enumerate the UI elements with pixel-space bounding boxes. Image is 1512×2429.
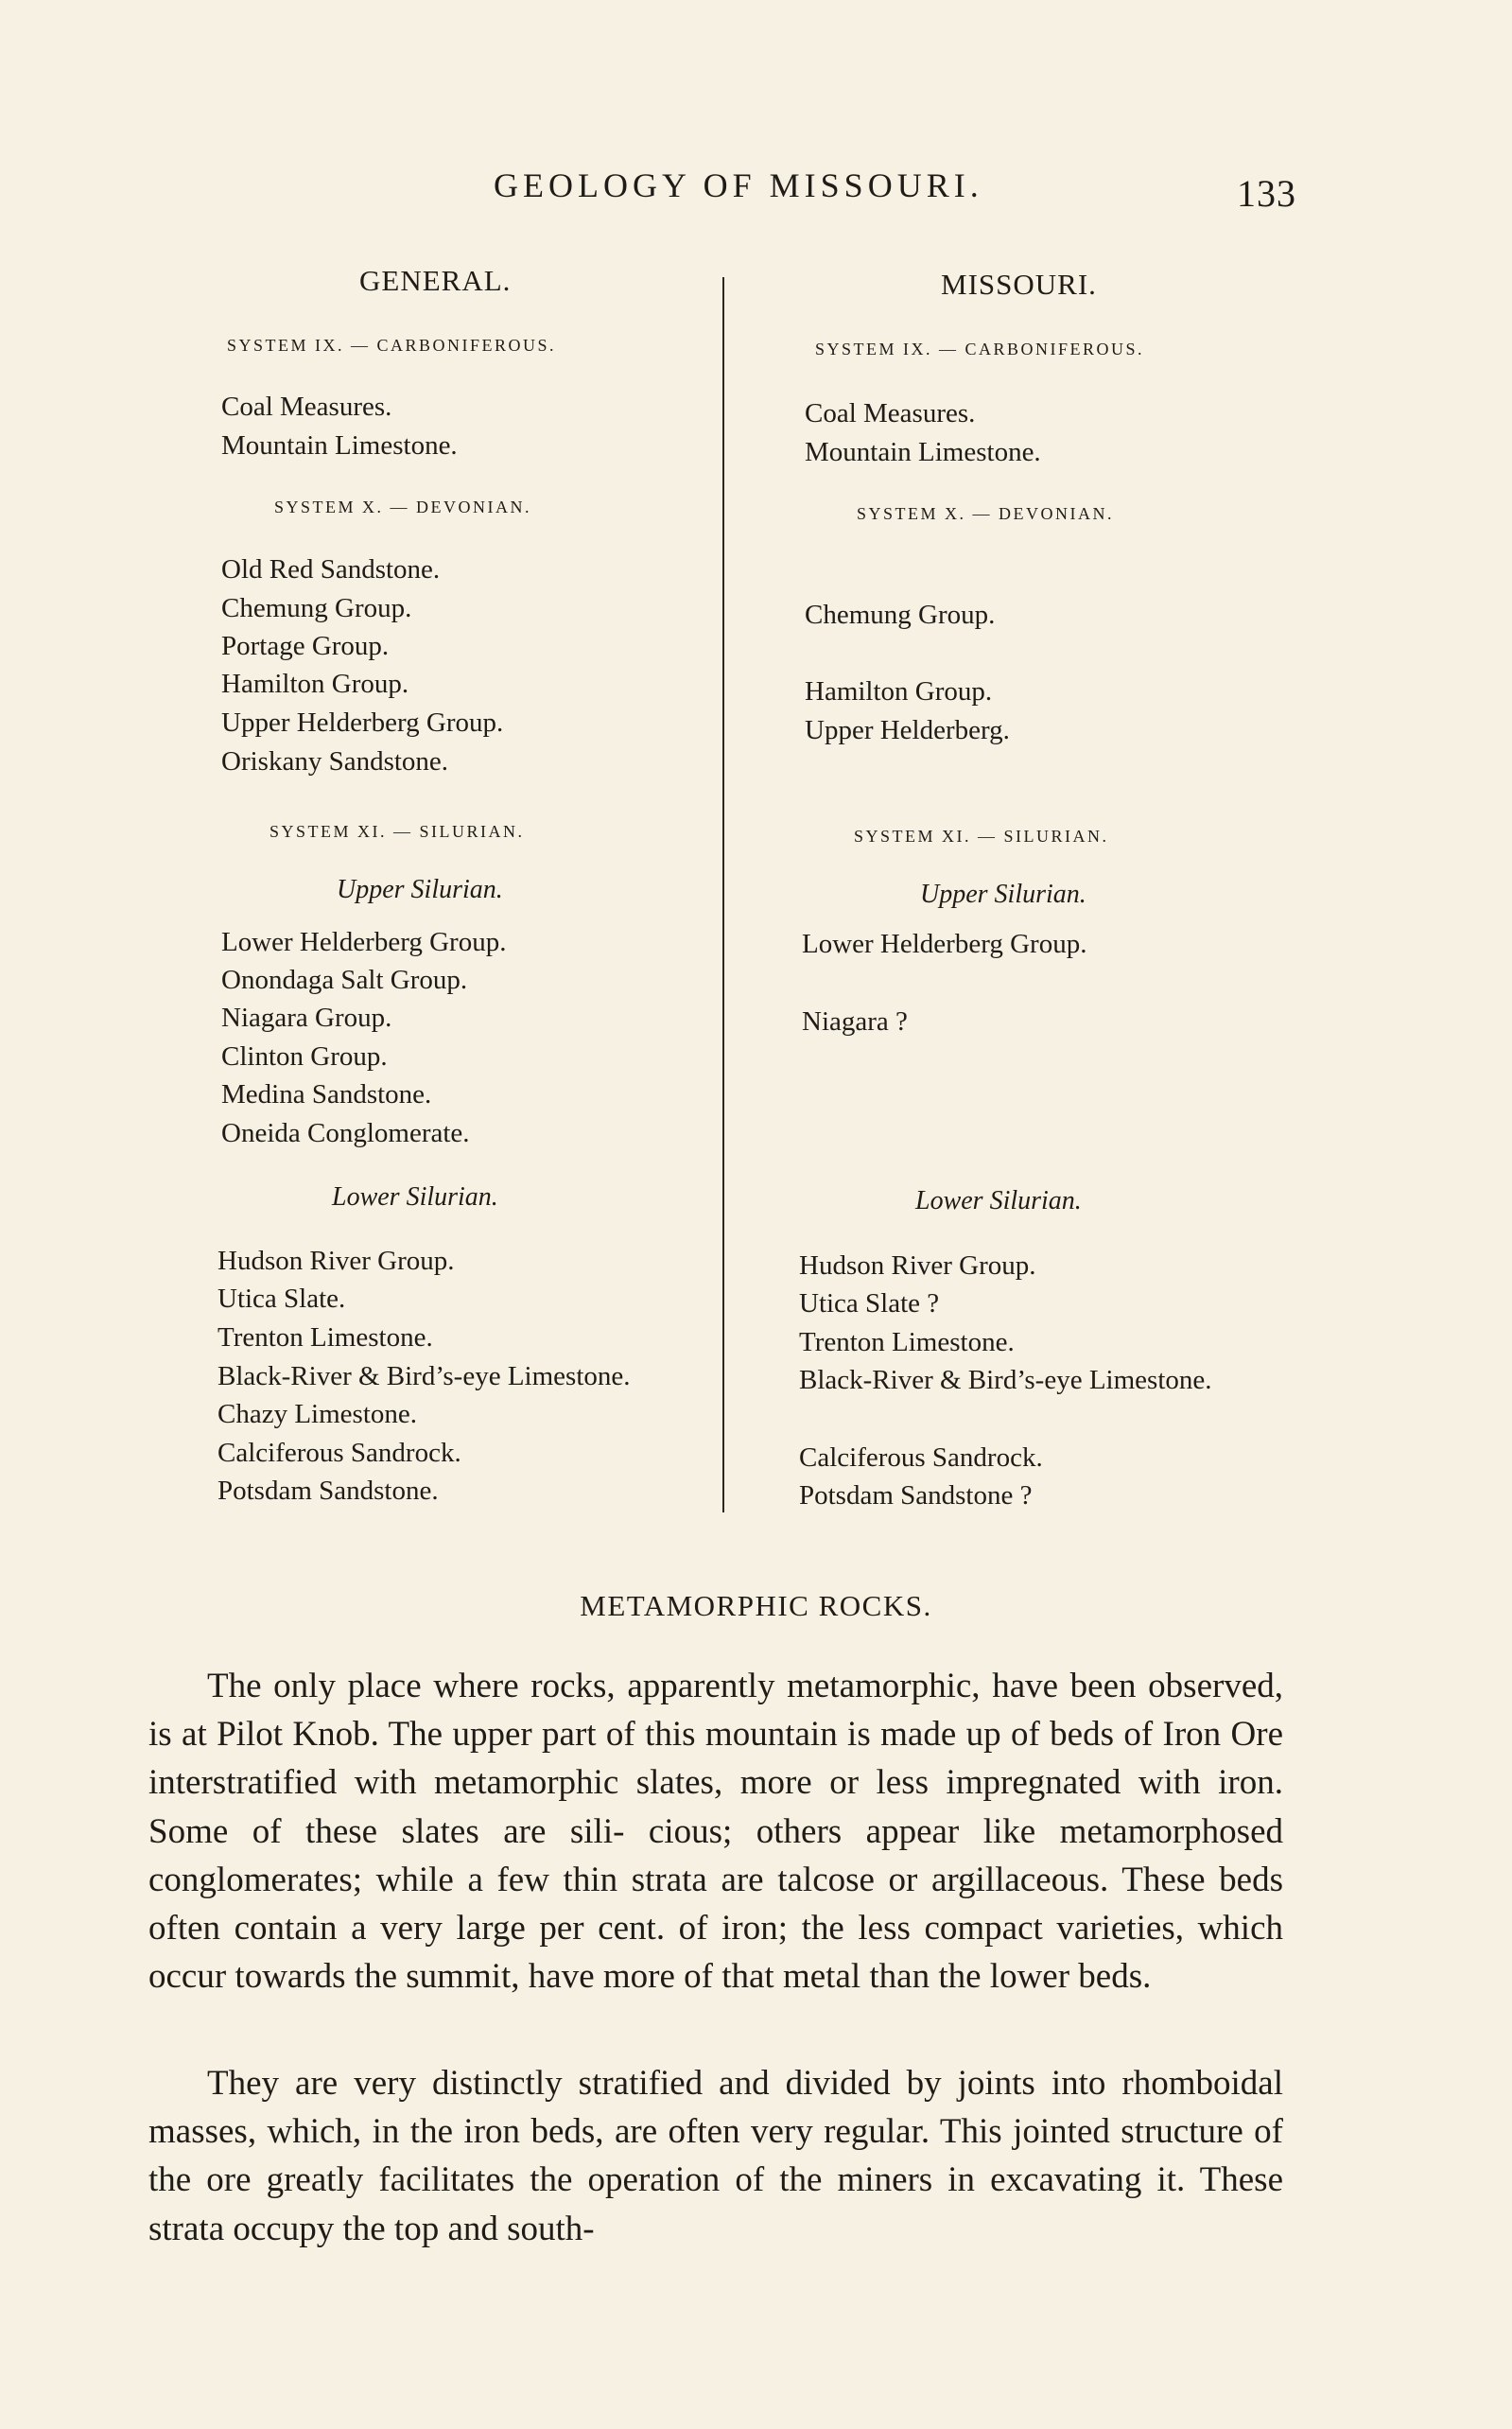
- paragraph-stratification: [148, 2059, 1283, 2253]
- general-system-x-heading: SYSTEM X. — DEVONIAN.: [274, 498, 531, 516]
- paragraph-line: The only place where rocks, apparently metamorphic, have been: [207, 1667, 1137, 1705]
- general-lower-silurian-item: Black-River & Bird’s-eye Limestone.: [217, 1361, 631, 1391]
- missouri-lower-silurian-item: Potsdam Sandstone ?: [799, 1480, 1033, 1511]
- paragraph-line: the miners in excavating it. These strata occupy the top and south-: [148, 2160, 1284, 2248]
- paragraph-line: cious; others appear like metamorphosed conglomerates; while a few: [148, 1811, 1284, 1899]
- missouri-lower-silurian-item: Utica Slate ?: [799, 1288, 940, 1319]
- missouri-upper-silurian-item: Lower Helderberg Group.: [802, 929, 1087, 959]
- paragraph-line: rhomboidal masses, which, in the iron beds, are often very regular.: [148, 2064, 1283, 2152]
- paragraph-line: thin strata are talcose or argillaceous. These beds often contain a: [148, 1860, 1283, 1948]
- general-column-title: GENERAL.: [359, 264, 512, 297]
- general-system-xi-heading: SYSTEM XI. — SILURIAN.: [269, 822, 525, 841]
- paragraph-line: made up of beds of Iron Ore interstratified with metamorphic slates,: [148, 1715, 1283, 1803]
- general-upper-silurian-item: Oneida Conglomerate.: [221, 1118, 470, 1148]
- general-upper-silurian-item: Niagara Group.: [221, 1003, 392, 1033]
- general-system-x-item: Oriskany Sandstone.: [221, 746, 449, 777]
- general-system-x-item: Old Red Sandstone.: [221, 554, 441, 585]
- paragraph-line: more or less impregnated with iron. Some of these slates are sili-: [148, 1763, 1284, 1851]
- section-heading-metamorphic-rocks: METAMORPHIC ROCKS.: [580, 1589, 932, 1622]
- missouri-lower-silurian-item: Hudson River Group.: [799, 1250, 1036, 1281]
- general-system-ix-heading: SYSTEM IX. — CARBONIFEROUS.: [227, 336, 557, 355]
- missouri-lower-silurian-item: Calciferous Sandrock.: [799, 1442, 1043, 1473]
- paragraph-pilot-knob: [148, 1662, 1283, 2001]
- general-upper-silurian-item: Onondaga Salt Group.: [221, 965, 468, 995]
- general-upper-silurian-item: Clinton Group.: [221, 1041, 388, 1072]
- paragraph-line: towards the summit, have more of that metal than the lower beds.: [235, 1957, 1152, 1997]
- general-system-ix-item: Mountain Limestone.: [221, 430, 458, 461]
- running-title: GEOLOGY OF MISSOURI.: [494, 166, 983, 204]
- page-number: 133: [1237, 172, 1296, 215]
- paragraph-line: very large per cent. of iron; the less compact varieties, which occur: [148, 1909, 1283, 1997]
- missouri-system-x-item: Upper Helderberg.: [805, 715, 1010, 745]
- paragraph-line: This jointed structure of the ore greatly facilitates the operation of: [148, 2112, 1283, 2200]
- general-upper-silurian-heading: Upper Silurian.: [337, 875, 503, 904]
- missouri-lower-silurian-item: Black-River & Bird’s-eye Limestone.: [799, 1365, 1212, 1395]
- general-upper-silurian-item: Lower Helderberg Group.: [221, 927, 507, 957]
- missouri-system-x-item: Hamilton Group.: [805, 676, 993, 707]
- general-upper-silurian-item: Medina Sandstone.: [221, 1079, 432, 1110]
- general-system-x-item: Portage Group.: [221, 631, 390, 661]
- missouri-upper-silurian-heading: Upper Silurian.: [920, 880, 1086, 909]
- general-lower-silurian-item: Trenton Limestone.: [217, 1322, 433, 1353]
- general-lower-silurian-item: Calciferous Sandrock.: [217, 1438, 461, 1468]
- missouri-upper-silurian-item: Niagara ?: [802, 1006, 908, 1037]
- paragraph-line: observed, is at Pilot Knob. The upper part of this mountain is: [148, 1667, 1283, 1755]
- general-lower-silurian-item: Utica Slate.: [217, 1284, 346, 1314]
- general-lower-silurian-heading: Lower Silurian.: [332, 1182, 498, 1212]
- general-system-x-item: Chemung Group.: [221, 593, 412, 623]
- missouri-column-title: MISSOURI.: [941, 268, 1097, 301]
- general-lower-silurian-item: Hudson River Group.: [217, 1246, 455, 1276]
- missouri-system-x-heading: SYSTEM X. — DEVONIAN.: [857, 504, 1114, 523]
- missouri-system-xi-heading: SYSTEM XI. — SILURIAN.: [854, 827, 1109, 846]
- paragraph-line: They are very distinctly stratified and divided by joints into: [207, 2064, 1106, 2103]
- general-lower-silurian-item: Chazy Limestone.: [217, 1399, 418, 1429]
- missouri-system-ix-item: Mountain Limestone.: [805, 437, 1041, 467]
- missouri-system-ix-item: Coal Measures.: [805, 398, 976, 428]
- missouri-system-ix-heading: SYSTEM IX. — CARBONIFEROUS.: [815, 340, 1145, 358]
- missouri-lower-silurian-item: Trenton Limestone.: [799, 1327, 1015, 1357]
- general-system-x-item: Hamilton Group.: [221, 669, 409, 699]
- column-divider: [722, 277, 724, 1512]
- missouri-lower-silurian-heading: Lower Silurian.: [915, 1186, 1082, 1215]
- missouri-system-x-item: Chemung Group.: [805, 600, 996, 630]
- general-system-ix-item: Coal Measures.: [221, 392, 392, 422]
- general-lower-silurian-item: Potsdam Sandstone.: [217, 1476, 439, 1506]
- general-system-x-item: Upper Helderberg Group.: [221, 708, 504, 738]
